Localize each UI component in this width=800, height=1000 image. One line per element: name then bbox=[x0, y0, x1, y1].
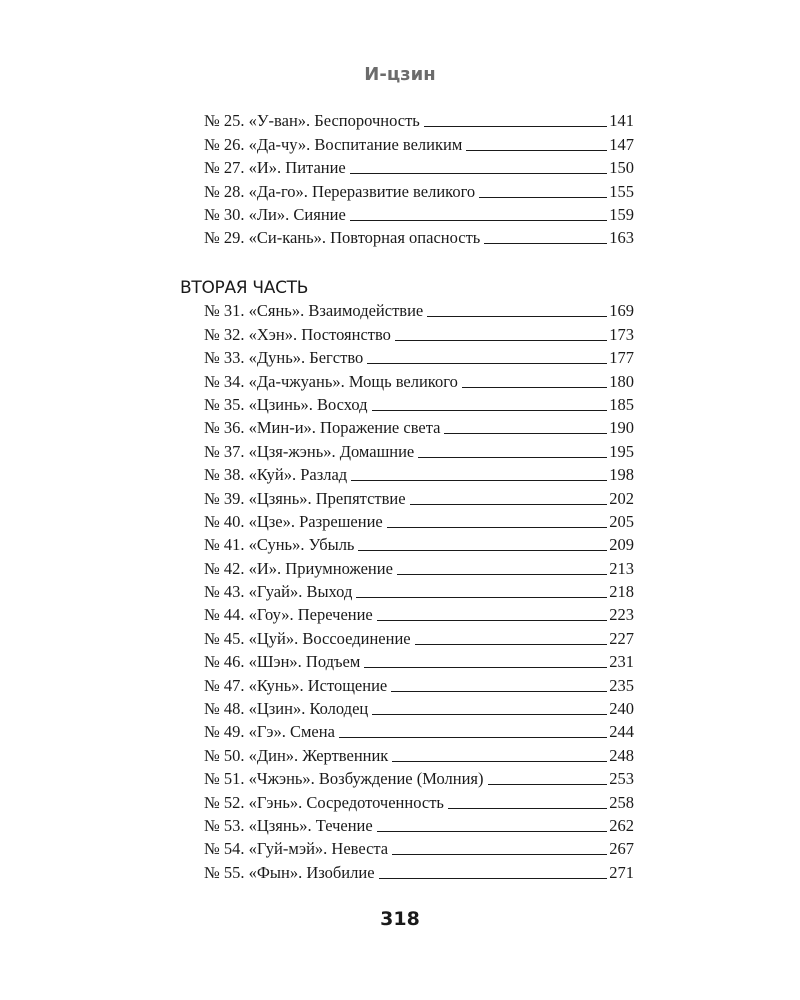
toc-entry-page: 198 bbox=[609, 465, 634, 485]
toc-entry-page: 155 bbox=[609, 181, 634, 201]
toc-entry-page: 240 bbox=[609, 699, 634, 719]
dot-leader bbox=[418, 457, 607, 458]
dot-leader bbox=[466, 150, 607, 151]
dot-leader bbox=[351, 480, 607, 481]
dot-leader bbox=[358, 550, 607, 551]
toc-entry-page: 173 bbox=[609, 324, 634, 344]
dot-leader bbox=[356, 597, 607, 598]
dot-leader bbox=[372, 410, 608, 411]
dot-leader bbox=[350, 220, 607, 221]
dot-leader bbox=[350, 173, 608, 174]
toc-entry-title: № 35. «Цзинь». Восход bbox=[204, 394, 368, 414]
toc-entry[interactable] bbox=[204, 392, 634, 415]
toc-entry-title: № 42. «И». Приумножение bbox=[204, 558, 393, 578]
toc-entry[interactable] bbox=[204, 345, 634, 368]
dot-leader bbox=[479, 197, 607, 198]
toc-entry[interactable] bbox=[204, 532, 634, 555]
toc-entry-page: 267 bbox=[609, 839, 634, 859]
toc-entry-title: № 28. «Да-го». Переразвитие великого bbox=[204, 181, 476, 201]
section-heading-part-two: ВТОРАЯ ЧАСТЬ bbox=[180, 278, 309, 298]
toc-entry-page: 227 bbox=[609, 628, 634, 648]
toc-entry-title: № 27. «И». Питание bbox=[204, 158, 346, 178]
toc-entry[interactable] bbox=[204, 415, 634, 438]
toc-entry[interactable] bbox=[204, 485, 634, 508]
toc-entry[interactable] bbox=[204, 602, 634, 625]
toc-entry-title: № 31. «Сянь». Взаимодействие bbox=[204, 301, 424, 321]
part-two-entries bbox=[204, 298, 634, 883]
toc-entry[interactable] bbox=[204, 836, 634, 859]
toc-entry-title: № 52. «Гэнь». Сосредоточенность bbox=[204, 792, 444, 812]
toc-entry[interactable] bbox=[204, 178, 634, 201]
toc-entry[interactable] bbox=[204, 813, 634, 836]
dot-leader bbox=[377, 831, 608, 832]
toc-entry-title: № 33. «Дунь». Бегство bbox=[204, 348, 364, 368]
toc-entry-title: № 29. «Си-кань». Повторная опасность bbox=[204, 228, 481, 248]
toc-entry[interactable] bbox=[204, 298, 634, 321]
toc-entry-title: № 38. «Куй». Разлад bbox=[204, 465, 348, 485]
toc-entry-page: 258 bbox=[609, 792, 634, 812]
toc-entry[interactable] bbox=[204, 321, 634, 344]
toc-entry-page: 150 bbox=[609, 158, 634, 178]
toc-entry[interactable] bbox=[204, 742, 634, 765]
toc-entry-title: № 49. «Гэ». Смена bbox=[204, 722, 335, 742]
toc-entry-page: 180 bbox=[609, 371, 634, 391]
toc-entry[interactable] bbox=[204, 108, 634, 131]
dot-leader bbox=[367, 363, 607, 364]
toc-entry[interactable] bbox=[204, 462, 634, 485]
toc-entry[interactable] bbox=[204, 368, 634, 391]
toc-entry-title: № 34. «Да-чжуань». Мощь великого bbox=[204, 371, 458, 391]
toc-entry[interactable] bbox=[204, 202, 634, 225]
toc-entry-page: 202 bbox=[609, 488, 634, 508]
dot-leader bbox=[377, 620, 608, 621]
toc-entry-page: 271 bbox=[609, 862, 634, 882]
toc-entry-page: 253 bbox=[609, 769, 634, 789]
toc-entry-page: 169 bbox=[609, 301, 634, 321]
dot-leader bbox=[397, 574, 607, 575]
dot-leader bbox=[427, 316, 607, 317]
toc-entry-title: № 45. «Цуй». Воссоединение bbox=[204, 628, 411, 648]
toc-entry-page: 218 bbox=[609, 582, 634, 602]
toc-entry-title: № 53. «Цзянь». Течение bbox=[204, 815, 373, 835]
dot-leader bbox=[391, 691, 607, 692]
toc-entry-title: № 54. «Гуй-мэй». Невеста bbox=[204, 839, 389, 859]
toc-entry-title: № 50. «Дин». Жертвенник bbox=[204, 745, 389, 765]
toc-entry[interactable] bbox=[204, 649, 634, 672]
toc-entry-title: № 30. «Ли». Сияние bbox=[204, 204, 346, 224]
toc-entry[interactable] bbox=[204, 131, 634, 154]
dot-leader bbox=[444, 433, 607, 434]
toc-entry[interactable] bbox=[204, 509, 634, 532]
toc-entry-title: № 39. «Цзянь». Препятствие bbox=[204, 488, 406, 508]
toc-entry-page: 231 bbox=[609, 652, 634, 672]
toc-entry-title: № 32. «Хэн». Постоянство bbox=[204, 324, 391, 344]
dot-leader bbox=[392, 854, 607, 855]
dot-leader bbox=[415, 644, 608, 645]
dot-leader bbox=[462, 387, 607, 388]
part-one-entries bbox=[204, 108, 634, 248]
toc-entry[interactable] bbox=[204, 766, 634, 789]
toc-entry-page: 248 bbox=[609, 745, 634, 765]
toc-entry-page: 213 bbox=[609, 558, 634, 578]
toc-entry-title: № 55. «Фын». Изобилие bbox=[204, 862, 375, 882]
dot-leader bbox=[379, 878, 608, 879]
toc-entry-page: 185 bbox=[609, 394, 634, 414]
toc-entry-page: 147 bbox=[609, 134, 634, 154]
dot-leader bbox=[448, 808, 607, 809]
toc-entry[interactable] bbox=[204, 625, 634, 648]
toc-entry-title: № 43. «Гуай». Выход bbox=[204, 582, 353, 602]
toc-entry-title: № 47. «Кунь». Истощение bbox=[204, 675, 388, 695]
toc-entry[interactable] bbox=[204, 438, 634, 461]
dot-leader bbox=[387, 527, 608, 528]
toc-entry-page: 205 bbox=[609, 511, 634, 531]
running-head: И-цзин bbox=[364, 64, 436, 85]
toc-entry[interactable] bbox=[204, 789, 634, 812]
dot-leader bbox=[410, 504, 608, 505]
toc-entry[interactable] bbox=[204, 579, 634, 602]
toc-entry-page: 262 bbox=[609, 815, 634, 835]
toc-entry-page: 244 bbox=[609, 722, 634, 742]
dot-leader bbox=[364, 667, 607, 668]
toc-entry-page: 190 bbox=[609, 418, 634, 438]
page-number: 318 bbox=[380, 908, 420, 930]
dot-leader bbox=[392, 761, 607, 762]
dot-leader bbox=[424, 126, 607, 127]
toc-entry-page: 141 bbox=[609, 111, 634, 131]
toc-entry-page: 177 bbox=[609, 348, 634, 368]
toc-entry-title: № 46. «Шэн». Подъем bbox=[204, 652, 361, 672]
toc-entry-title: № 44. «Гоу». Перечение bbox=[204, 605, 373, 625]
toc-entry-title: № 37. «Цзя-жэнь». Домашние bbox=[204, 441, 415, 461]
toc-entry-title: № 40. «Цзе». Разрешение bbox=[204, 511, 383, 531]
toc-entry-title: № 51. «Чжэнь». Возбуждение (Молния) bbox=[204, 769, 484, 789]
toc-entry-title: № 25. «У-ван». Беспорочность bbox=[204, 111, 420, 131]
toc-entry[interactable] bbox=[204, 696, 634, 719]
toc-entry-title: № 41. «Сунь». Убыль bbox=[204, 535, 355, 555]
toc-entry[interactable] bbox=[204, 555, 634, 578]
toc-entry[interactable] bbox=[204, 672, 634, 695]
toc-entry-title: № 48. «Цзин». Колодец bbox=[204, 699, 369, 719]
toc-entry-page: 195 bbox=[609, 441, 634, 461]
toc-entry[interactable] bbox=[204, 859, 634, 882]
dot-leader bbox=[484, 243, 607, 244]
toc-entry-title: № 26. «Да-чу». Воспитание великим bbox=[204, 134, 463, 154]
toc-entry[interactable] bbox=[204, 719, 634, 742]
toc-entry-page: 223 bbox=[609, 605, 634, 625]
toc-entry[interactable] bbox=[204, 155, 634, 178]
dot-leader bbox=[395, 340, 607, 341]
toc-entry-page: 209 bbox=[609, 535, 634, 555]
toc-entry-page: 159 bbox=[609, 204, 634, 224]
toc-entry-page: 235 bbox=[609, 675, 634, 695]
toc-entry[interactable] bbox=[204, 225, 634, 248]
dot-leader bbox=[488, 784, 608, 785]
dot-leader bbox=[372, 714, 607, 715]
dot-leader bbox=[339, 737, 607, 738]
toc-entry-page: 163 bbox=[609, 228, 634, 248]
toc-entry-title: № 36. «Мин-и». Поражение света bbox=[204, 418, 441, 438]
